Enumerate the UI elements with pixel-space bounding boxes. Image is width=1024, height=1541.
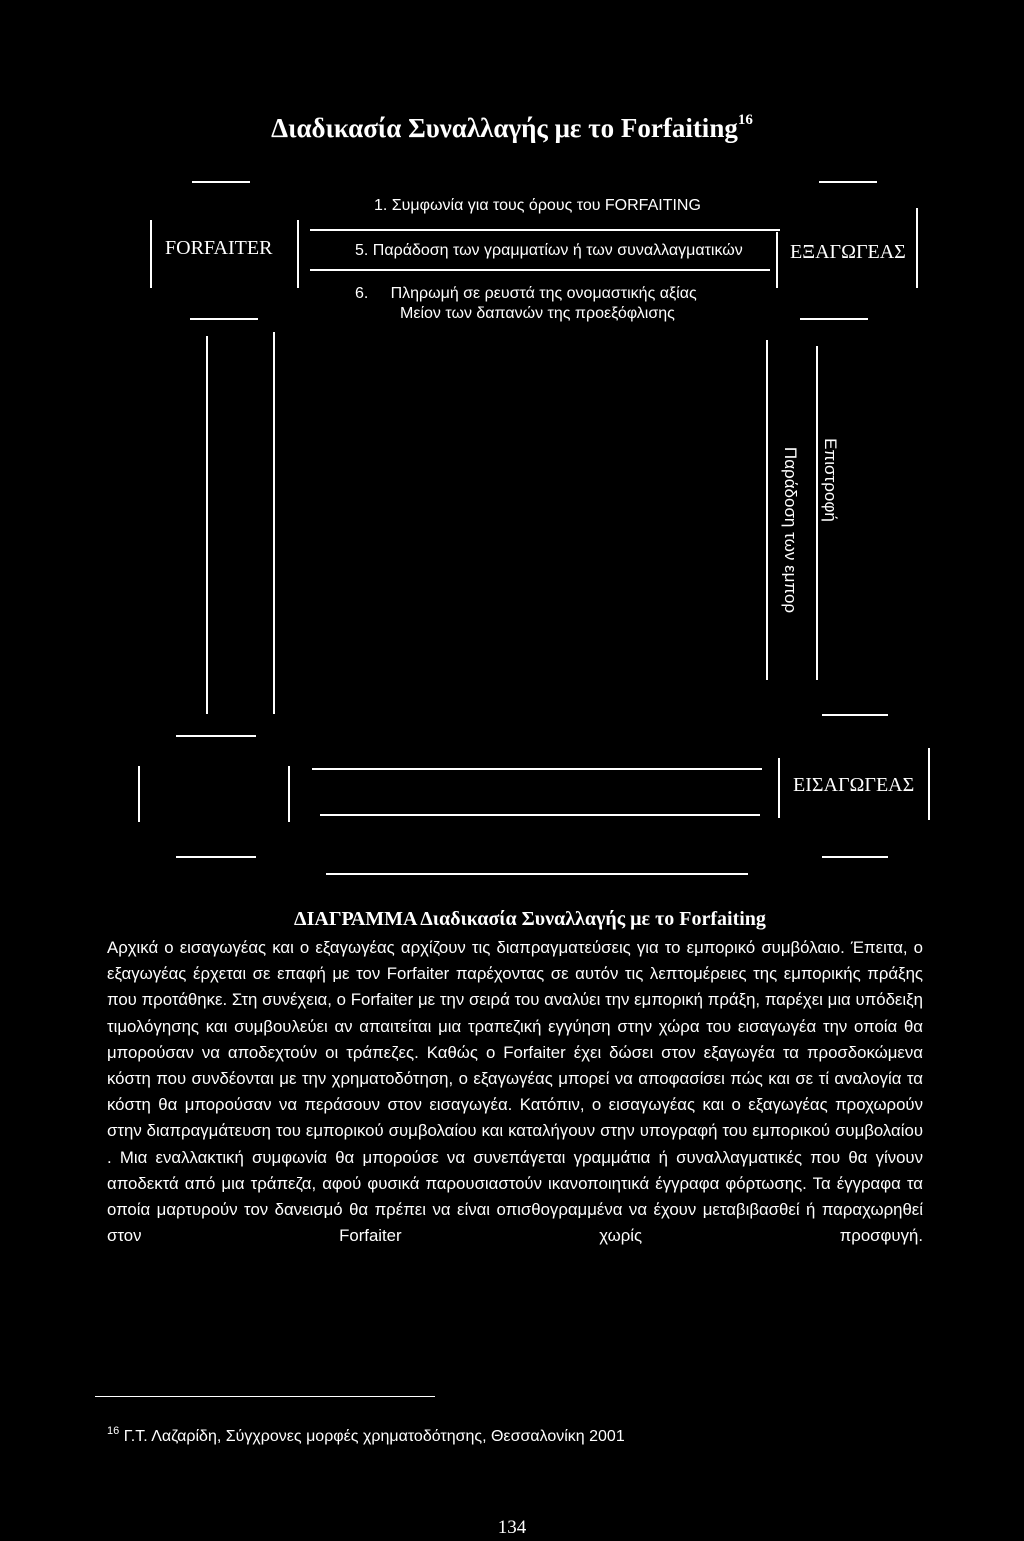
- exporter-box-right: [916, 208, 918, 288]
- document-arrow-right: [816, 346, 818, 680]
- exporter-label: ΕΞΑΓΩΓΕΑΣ: [790, 241, 906, 263]
- diagram-line: [326, 873, 748, 875]
- forfaiter-box-left: [150, 220, 152, 288]
- diagram-line: [176, 856, 256, 858]
- step-5-label: 5. Παράδοση των γραμματίων ή των συναλλαγματικών: [355, 242, 743, 259]
- step-6-label-line1: 6. Πληρωμή σε ρευστά της ονομαστικής αξίας: [355, 285, 697, 302]
- diagram-line: [176, 735, 256, 737]
- step-5-arrow: [310, 269, 770, 271]
- importer-box-left: [778, 758, 780, 818]
- diagram-line: [138, 766, 140, 822]
- diagram-line: [190, 318, 258, 320]
- exporter-box-left: [776, 232, 778, 288]
- diagram-line: [192, 181, 250, 183]
- step-6-label-line2: Μείον των δαπανών της προεξόφλισης: [400, 305, 675, 322]
- diagram-line: [288, 766, 290, 822]
- forfaiter-box-right: [297, 220, 299, 288]
- diagram-line: [822, 714, 888, 716]
- vertical-label-documents: Παράδοση των εμπορ: [781, 446, 800, 614]
- footnote-text: Γ.Τ. Λαζαρίδη, Σύγχρονες μορφές χρηματοδότησης, Θεσσαλονίκη 2001: [119, 1428, 625, 1445]
- footnote: [107, 1425, 625, 1446]
- step-1-label: 1. Συμφωνία για τους όρους του FORFAITING: [374, 197, 701, 214]
- footnote-number: 16: [107, 1425, 120, 1437]
- diagram-line: [800, 318, 868, 320]
- forfaiter-label: FORFAITER: [165, 237, 273, 259]
- forfaiter-vertical-right: [273, 332, 275, 714]
- diagram-line: [320, 814, 760, 816]
- vertical-label-return: Επιστροφή: [821, 438, 840, 522]
- page-title: [0, 112, 1024, 144]
- page-number: 134: [497, 1517, 527, 1538]
- diagram-caption: ΔΙΑΓΡΑΜΜΑ Διαδικασία Συναλλαγής με το Forfaiting: [294, 908, 766, 930]
- diagram-line: [312, 768, 762, 770]
- title-footnote-ref: 16: [737, 112, 753, 128]
- diagram-line: [819, 181, 877, 183]
- footnote-divider: [95, 1396, 435, 1397]
- forfaiter-vertical-left: [206, 336, 208, 714]
- diagram-line: [822, 856, 888, 858]
- body-paragraph: Αρχικά ο εισαγωγέας και ο εξαγωγέας αρχίζουν τις διαπραγματεύσεις για το εμπορικό συμβόλαιο. Έπειτα, ο εξαγωγέας έρχεται σε επαφή με τον Forfaiter παρέχοντας σε αυτόν τις λεπτομέρειες της εμπορικής πράξης που προτάθηκε. Στη συνέχεια, ο Forfaiter με την σειρά του αναλύει την εμπορική πράξη, παρέχει μια υπόδειξη τιμολόγησης και συμβουλεύει αν απαιτείται μια τραπεζική εγγύηση στην χώρα του εισαγωγέα την οποία θα μπορούσαν να αποδεχτούν οι τράπεζες. Καθώς ο Forfaiter έχει δώσει στον εξαγωγέα τα προσδοκώμενα κόστη που συνδέονται με την χρηματοδότηση, ο εξαγωγέας μπορεί να αποφασίσει πώς και σε τί αναλογία τα κόστη θα μπορούσαν να περάσουν στον εισαγωγέα. Κατόπιν, ο εισαγωγέας και ο εξαγωγέας προχωρούν στην διαπραγμάτευση του εμπορικού συμβολαίου και καταλήγουν στην υπογραφή του εμπορικού συμβολαίου . Μια εναλλακτική συμφωνία θα μπορούσε να συνεπάγεται γραμμάτια ή συναλλαγματικές που θα γίνουν αποδεκτά από μια τράπεζα, αφού φυσικά παρουσιαστούν ικανοποιητικά έγγραφα φόρτωσης. Τα έγγραφα τα οποία μαρτυρούν τον δανεισμό θα πρέπει να είναι οπισθογραμμένα να έχουν μεταβιβασθεί ή παραχωρηθεί στον Forfaiter χωρίς προσφυγή.: [107, 938, 923, 1246]
- step-1-arrow: [310, 229, 780, 231]
- title-text: Διαδικασία Συναλλαγής με το Forfaiting: [271, 113, 738, 143]
- document-arrow-left: [766, 340, 768, 680]
- importer-label: ΕΙΣΑΓΩΓΕΑΣ: [793, 774, 915, 796]
- importer-box-right: [928, 748, 930, 820]
